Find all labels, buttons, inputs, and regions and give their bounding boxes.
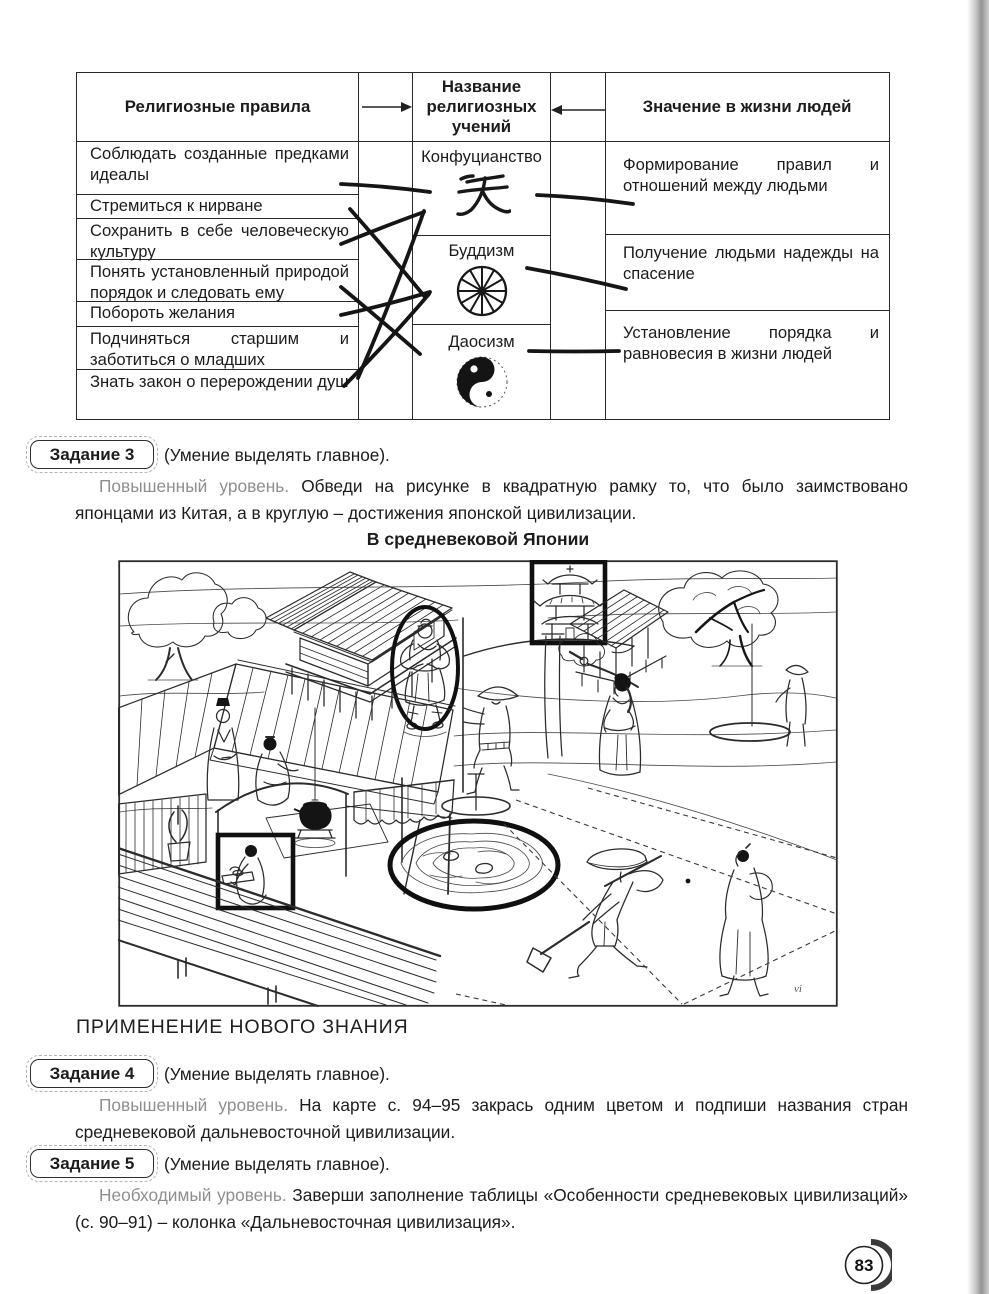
teaching-cell-taoism xyxy=(412,324,551,419)
medieval-japan-illustration xyxy=(118,560,838,1007)
column-header-meanings: Значение в жизни людей xyxy=(642,97,852,116)
illustration-title: В средневековой Японии xyxy=(366,529,590,549)
task-4-text xyxy=(75,1092,908,1147)
field-dot xyxy=(686,879,691,884)
task-3-skill: (Умение выделять главное). xyxy=(164,445,390,465)
task-5-badge: Задание 5 xyxy=(30,1149,154,1178)
task-3-text xyxy=(75,473,908,528)
rule-cell: Подчиняться старшим и заботиться о младших xyxy=(90,329,349,369)
teaching-cell-confucianism xyxy=(412,141,551,235)
task-3-badge: Задание 3 xyxy=(30,440,154,469)
teaching-name: Даосизм xyxy=(448,332,515,351)
table-grid-line xyxy=(358,73,359,419)
task-3-instruction: Обведи на рисунке в квадратную рамку то, что было заимствовано японцами из Китая, а в круглую – достижения японской цивилизации. xyxy=(75,476,909,524)
task-4-instruction: На карте с. 94–95 закрась одним цветом и подпиши названия стран средневековой дальневосточной цивилизации. xyxy=(75,1095,908,1143)
teaching-cell-buddhism xyxy=(412,235,551,324)
artist-signature: vi xyxy=(794,983,802,995)
rule-cell: Соблюдать созданные предками идеалы xyxy=(90,144,349,184)
column-header-teachings: Название религиозных учений xyxy=(426,77,537,136)
rule-cell: Побороть желания xyxy=(90,303,235,322)
rule-cell: Знать закон о перерождении душ xyxy=(90,372,349,391)
task-5-skill: (Умение выделять главное). xyxy=(164,1154,390,1174)
rule-cell: Стремиться к нирване xyxy=(90,196,263,215)
meaning-cell: Установление порядка и равновесия в жизни людей xyxy=(623,323,879,363)
page-number-badge xyxy=(840,1238,892,1292)
left-arrow-icon xyxy=(551,103,606,117)
illustration-drawing xyxy=(118,560,838,1007)
scan-edge-artifact xyxy=(967,0,989,1294)
meaning-cell: Формирование правил и отношений между людьми xyxy=(623,155,879,195)
task-4-level: Повышенный уровень. xyxy=(99,1095,289,1115)
column-header-rules: Религиозные правила xyxy=(124,97,311,116)
section-heading: ПРИМЕНЕНИЕ НОВОГО ЗНАНИЯ xyxy=(76,1016,409,1038)
religion-matching-table xyxy=(76,72,890,420)
task-5-text xyxy=(75,1182,908,1237)
confucianism-tian-icon xyxy=(453,169,511,221)
task-3-level: Повышенный уровень. xyxy=(99,476,290,496)
rule-cell: Сохранить в себе человеческую культуру xyxy=(90,221,349,261)
rule-cell: Понять установленный природой порядок и следовать ему xyxy=(90,262,349,302)
task-5-instruction: Заверши заполнение таблицы «Особенности средневековых цивилизаций» (с. 90–91) – колонка «Дальневосточная цивилизация». xyxy=(75,1185,908,1233)
teaching-name: Буддизм xyxy=(448,241,515,260)
right-arrow-icon xyxy=(360,100,412,114)
task-4-badge: Задание 4 xyxy=(30,1059,154,1088)
page-number: 83 xyxy=(854,1256,874,1275)
teaching-name: Конфуцианство xyxy=(421,147,542,166)
meaning-cell: Получение людьми надежды на спасение xyxy=(623,243,879,283)
dharma-wheel-icon xyxy=(454,263,510,319)
yin-yang-icon xyxy=(454,354,510,410)
task-4-skill: (Умение выделять главное). xyxy=(164,1064,390,1084)
task-5-level: Необходимый уровень. xyxy=(99,1185,287,1205)
